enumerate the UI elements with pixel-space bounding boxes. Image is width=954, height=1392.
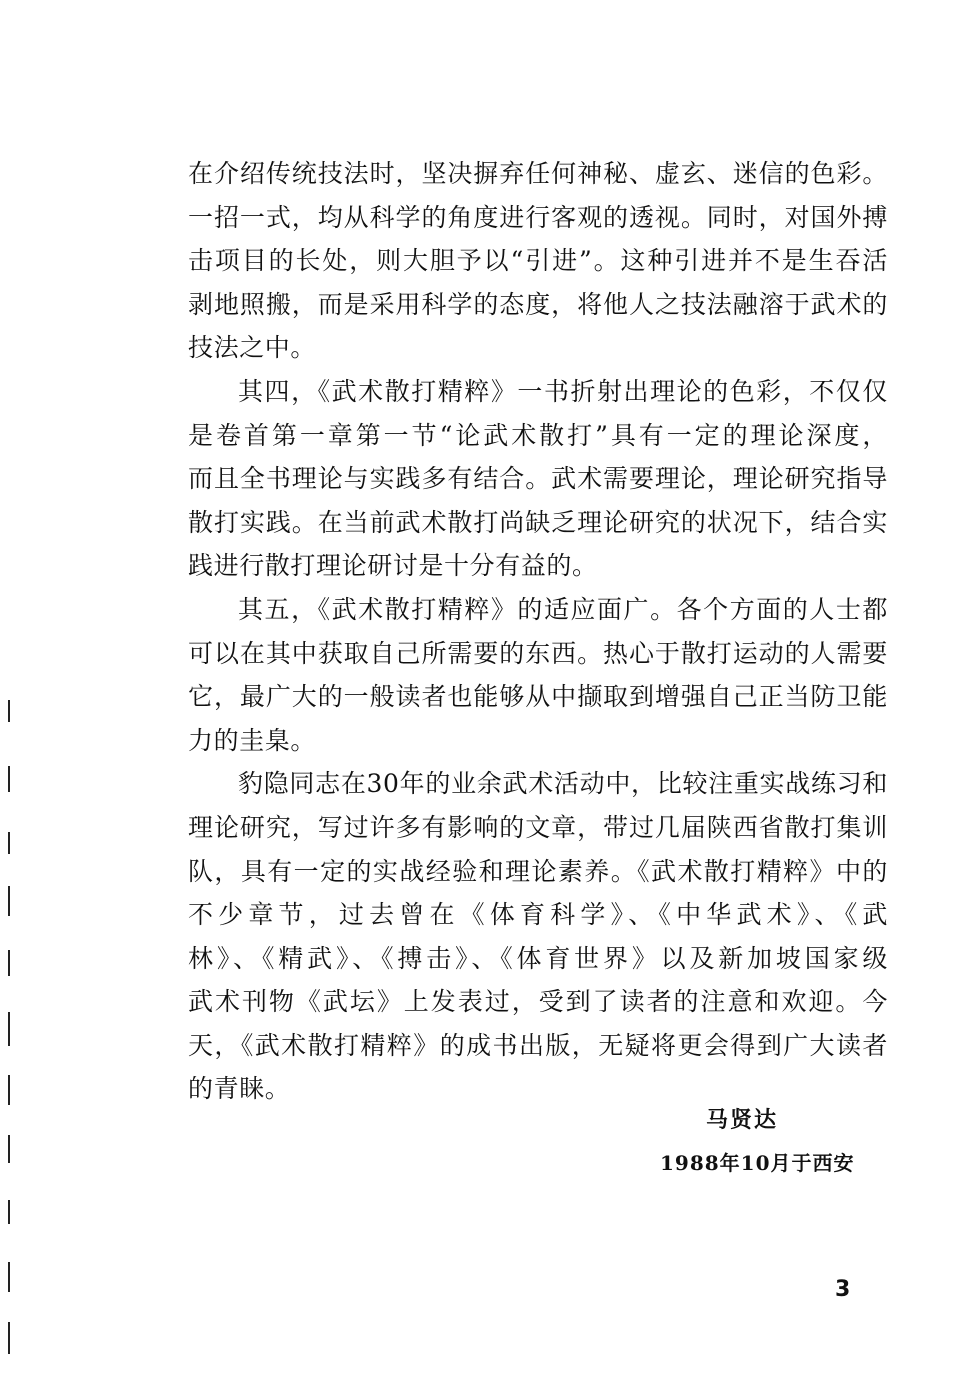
scan-mark	[8, 1200, 10, 1224]
scan-mark	[8, 886, 10, 916]
text-line: 技法之中。	[188, 333, 317, 363]
text-line: 是卷首第一章第一节“论武术散打”具有一定的理论深度，	[188, 420, 888, 450]
text-line: 武术刊物《武坛》上发表过，受到了读者的注意和欢迎。今	[188, 987, 888, 1017]
text-line: 其四，《武术散打精粹》一书折射出理论的色彩，不仅仅	[238, 376, 888, 406]
text-line: 击项目的长处，则大胆予以“引进”。这种引进并不是生吞活	[188, 246, 888, 276]
text-line: 的青睐。	[188, 1074, 291, 1104]
text-line: 践进行散打理论研讨是十分有益的。	[188, 551, 598, 581]
scan-mark	[8, 1322, 10, 1354]
text-line: 理论研究，写过许多有影响的文章，带过几届陕西省散打集训	[188, 812, 888, 842]
text-line: 它，最广大的一般读者也能够从中撷取到增强自己正当防卫能	[188, 682, 888, 712]
text-line: 豹隐同志在30年的业余武术活动中，比较注重实战练习和	[238, 769, 888, 799]
scan-mark	[8, 1262, 10, 1292]
page-number: 3	[835, 1277, 851, 1302]
scan-mark	[8, 1075, 10, 1105]
text-line: 天，《武术散打精粹》的成书出版，无疑将更会得到广大读者	[188, 1030, 888, 1060]
text-line: 而且全书理论与实践多有结合。武术需要理论，理论研究指导	[188, 464, 888, 494]
scan-mark	[8, 1135, 10, 1163]
author-signature: 马贤达	[706, 1107, 779, 1133]
scan-mark	[8, 950, 10, 976]
text-line: 可以在其中获取自己所需要的东西。热心于散打运动的人需要	[188, 638, 888, 668]
scan-mark	[8, 1012, 10, 1046]
scan-mark	[8, 832, 10, 854]
text-line: 队，具有一定的实战经验和理论素养。《武术散打精粹》中的	[188, 856, 888, 886]
body-text	[188, 152, 888, 1111]
text-line: 在介绍传统技法时，坚决摒弃任何神秘、虚玄、迷信的色彩。	[188, 159, 888, 188]
scan-mark	[8, 766, 10, 792]
text-line: 一招一式，均从科学的角度进行客观的透视。同时，对国外搏	[188, 202, 888, 232]
text-line: 力的圭臬。	[188, 725, 317, 755]
scan-mark	[8, 700, 10, 722]
date-place: 1988年10月于西安	[660, 1151, 855, 1175]
text-line: 林》、《精武》、《搏击》、《体育世界》以及新加坡国家级	[188, 943, 888, 973]
text-line: 不少章节，过去曾在《体育科学》、《中华武术》、《武	[188, 900, 888, 930]
text-line: 剥地照搬，而是采用科学的态度，将他人之技法融溶于武术的	[188, 289, 888, 319]
text-line: 散打实践。在当前武术散打尚缺乏理论研究的状况下，结合实	[188, 507, 888, 537]
text-line: 其五，《武术散打精粹》的适应面广。各个方面的人士都	[238, 594, 888, 624]
